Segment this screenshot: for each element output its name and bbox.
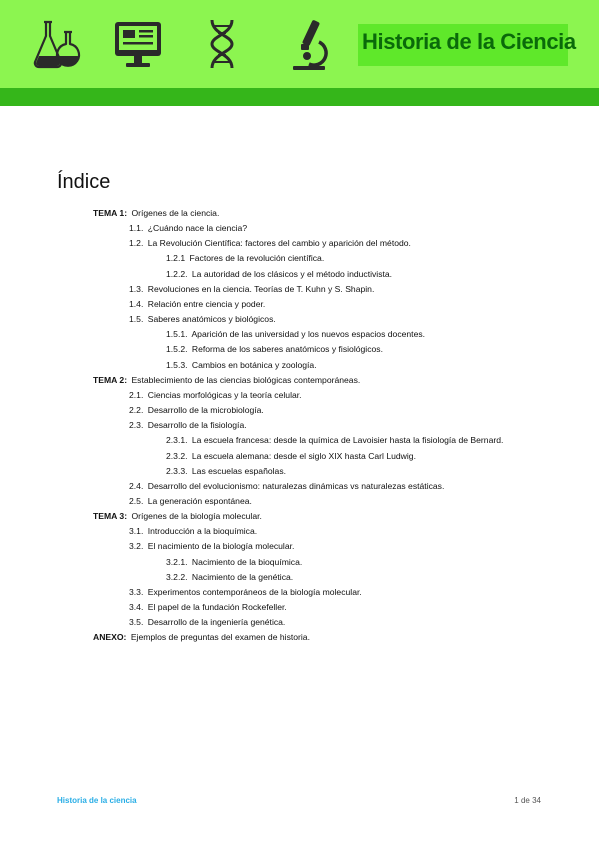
toc-number: 3.2.1. [166, 556, 188, 567]
toc-subsection[interactable] [0, 572, 599, 587]
document-title: Historia de la Ciencia [362, 29, 576, 54]
toc-text: Desarrollo de la microbiología. [147, 405, 264, 416]
toc-number: 2.4. [129, 480, 144, 491]
toc-text: Nacimiento de la genética. [191, 571, 294, 582]
toc-number: ANEXO: [93, 632, 127, 643]
toc-subsection[interactable] [0, 360, 599, 375]
toc-number: 2.3.2. [166, 450, 188, 461]
toc-chapter[interactable] [0, 208, 599, 223]
toc-number: 1.2.2. [166, 268, 188, 279]
toc-section[interactable] [0, 496, 599, 511]
toc-section[interactable] [0, 314, 599, 329]
toc-subsection[interactable] [0, 344, 599, 359]
toc-number: 1.3. [129, 283, 144, 294]
toc-text: Reforma de los saberes anatómicos y fisiológicos. [191, 344, 383, 355]
toc-number: 3.1. [129, 526, 144, 537]
toc-text: Desarrollo de la ingeniería genética. [147, 617, 286, 628]
toc-section[interactable] [0, 602, 599, 617]
toc-text: Desarrollo de la fisiología. [147, 420, 247, 431]
toc-number: 2.3.1. [166, 435, 188, 446]
toc-section[interactable] [0, 420, 599, 435]
toc-chapter[interactable] [0, 511, 599, 526]
toc-text: Relación entre ciencia y poder. [147, 298, 266, 309]
toc-number: 2.3. [129, 420, 144, 431]
toc-section[interactable] [0, 284, 599, 299]
toc-chapter[interactable] [0, 375, 599, 390]
toc-text: La autoridad de los clásicos y el método inductivista. [191, 268, 393, 279]
toc-number: 2.2. [129, 405, 144, 416]
toc-text: Aparición de las universidad y los nuevos espacios docentes. [191, 329, 426, 340]
flask-icon [30, 16, 82, 72]
toc-number: 1.1. [129, 223, 144, 234]
toc-number: 1.5.1. [166, 329, 188, 340]
toc-section[interactable] [0, 526, 599, 541]
toc-text: La Revolución Científica: factores del cambio y aparición del método. [147, 238, 411, 249]
toc-section[interactable] [0, 223, 599, 238]
dna-icon [200, 16, 244, 72]
toc-text: Establecimiento de las ciencias biológicas contemporáneas. [131, 374, 361, 385]
toc-text: El nacimiento de la biología molecular. [147, 541, 295, 552]
header-divider-bar [0, 88, 599, 106]
toc-number: 1.5.3. [166, 359, 188, 370]
toc-number: 3.2.2. [166, 571, 188, 582]
toc-text: Cambios en botánica y zoología. [191, 359, 317, 370]
toc-subsection[interactable] [0, 269, 599, 284]
toc-subsection[interactable] [0, 329, 599, 344]
toc-text: ¿Cuándo nace la ciencia? [147, 223, 248, 234]
toc-number: 1.2. [129, 238, 144, 249]
toc-subsection[interactable] [0, 557, 599, 572]
toc-section[interactable] [0, 238, 599, 253]
toc-text: Las escuelas españolas. [191, 465, 287, 476]
index-heading: Índice [57, 171, 111, 193]
toc-number: 1.4. [129, 298, 144, 309]
toc-text: Factores de la revolución científica. [189, 253, 325, 264]
toc-number: 3.5. [129, 617, 144, 628]
toc-subsection[interactable] [0, 253, 599, 268]
toc-text: El papel de la fundación Rockefeller. [147, 602, 287, 613]
toc-subsection[interactable] [0, 466, 599, 481]
header-band [0, 0, 599, 88]
toc-text: Experimentos contemporáneos de la biología molecular. [147, 586, 362, 597]
toc-section[interactable] [0, 541, 599, 556]
toc-text: Orígenes de la biología molecular. [131, 511, 262, 522]
toc-section[interactable] [0, 390, 599, 405]
toc-number: 2.1. [129, 389, 144, 400]
toc-text: La escuela francesa: desde la química de Lavoisier hasta la fisiología de Bernard. [191, 435, 504, 446]
toc-section[interactable] [0, 481, 599, 496]
page-number: 1 de 34 [514, 796, 541, 805]
toc-text: Nacimiento de la bioquímica. [191, 556, 303, 567]
toc-subsection[interactable] [0, 451, 599, 466]
table-of-contents [0, 208, 599, 648]
toc-number: 3.3. [129, 586, 144, 597]
toc-number: 1.5.2. [166, 344, 188, 355]
toc-number: TEMA 3: [93, 511, 128, 522]
toc-chapter[interactable] [0, 632, 599, 647]
toc-text: Revoluciones en la ciencia. Teorías de T. Kuhn y S. Shapin. [147, 283, 375, 294]
toc-text: Ejemplos de preguntas del examen de historia. [130, 632, 310, 643]
toc-number: 1.5. [129, 314, 144, 325]
toc-number: 1.2.1 [166, 253, 186, 264]
toc-section[interactable] [0, 405, 599, 420]
toc-subsection[interactable] [0, 435, 599, 450]
toc-section[interactable] [0, 299, 599, 314]
toc-text: Ciencias morfológicas y la teoría celular. [147, 389, 302, 400]
toc-text: La generación espontánea. [147, 495, 252, 506]
toc-text: Orígenes de la ciencia. [131, 208, 220, 218]
footer-title: Historia de la ciencia [57, 796, 137, 805]
microscope-icon [287, 16, 333, 72]
toc-text: La escuela alemana: desde el siglo XIX hasta Carl Ludwig. [191, 450, 416, 461]
toc-number: TEMA 2: [93, 374, 128, 385]
monitor-icon [113, 16, 163, 72]
toc-number: 2.3.3. [166, 465, 188, 476]
toc-number: 2.5. [129, 495, 144, 506]
toc-section[interactable] [0, 587, 599, 602]
toc-text: Desarrollo del evolucionismo: naturalezas dinámicas vs naturalezas estáticas. [147, 480, 445, 491]
toc-text: Saberes anatómicos y biológicos. [147, 314, 276, 325]
toc-number: TEMA 1: [93, 208, 128, 218]
toc-text: Introducción a la bioquímica. [147, 526, 258, 537]
toc-number: 3.2. [129, 541, 144, 552]
toc-section[interactable] [0, 617, 599, 632]
toc-number: 3.4. [129, 602, 144, 613]
